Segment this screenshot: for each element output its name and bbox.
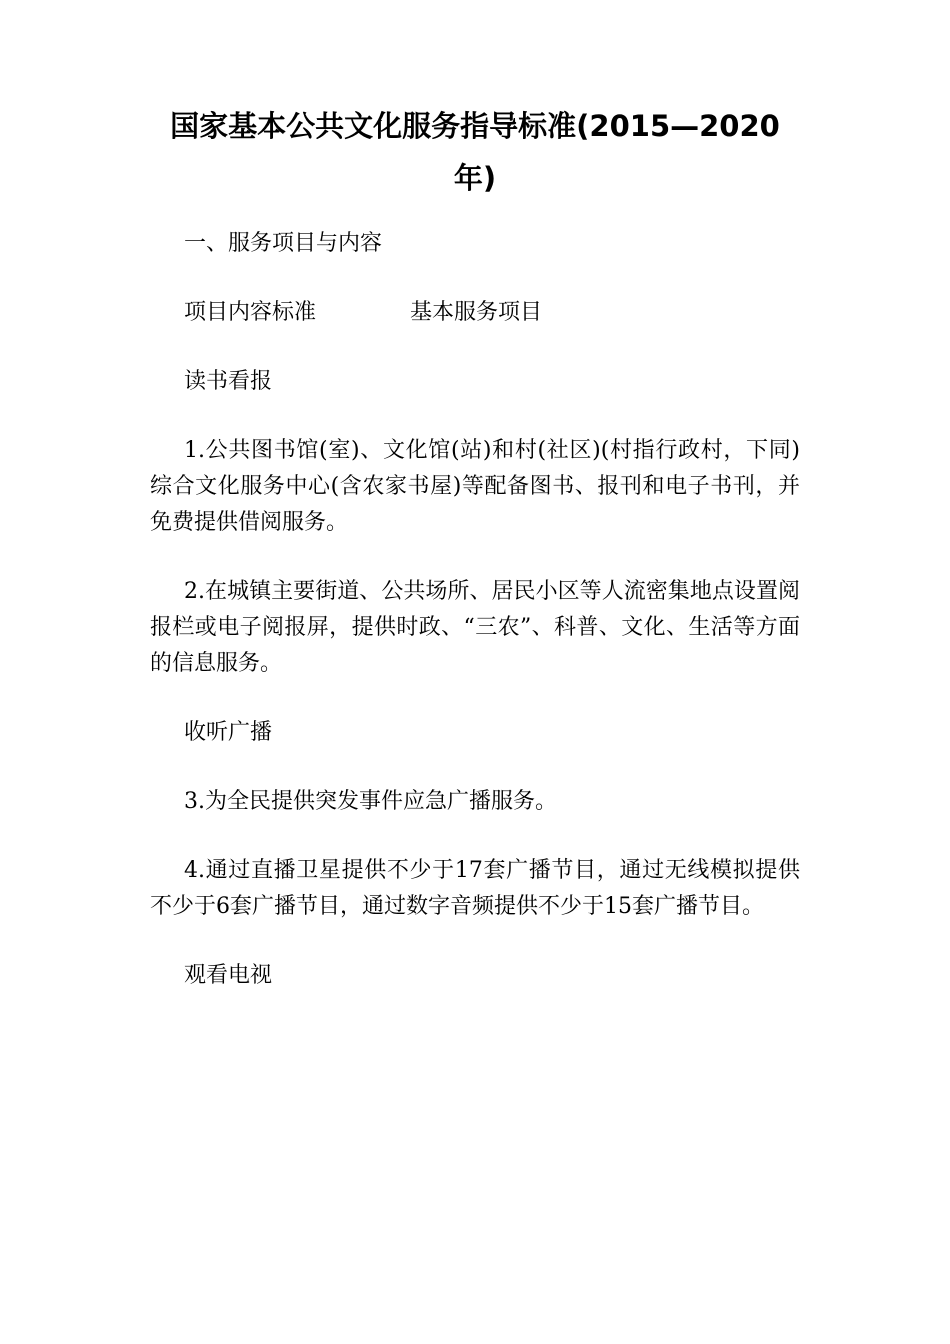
category-tv: 观看电视 xyxy=(184,963,273,988)
section-heading-services: 一、服务项目与内容 xyxy=(184,231,383,256)
title-line-2: 年) xyxy=(453,161,497,195)
title-line-1: 国家基本公共文化服务指导标准(2015—2020 xyxy=(170,109,780,143)
item-1-paragraph: 1.公共图书馆(室)、文化馆(站)和村(社区)(村指行政村，下同)综合文化服务中心(含农家书屋)等配备图书、报刊和电子书刊，并免费提供借阅服务。 xyxy=(150,438,800,535)
item-3-paragraph: 3.为全民提供突发事件应急广播服务。 xyxy=(184,789,557,814)
header-content-standard: 项目内容标准 xyxy=(184,300,317,325)
item-2-paragraph: 2.在城镇主要街道、公共场所、居民小区等人流密集地点设置阅报栏或电子阅报屏，提供时政、“三农”、科普、文化、生活等方面的信息服务。 xyxy=(150,579,800,676)
table-header-row xyxy=(150,295,800,331)
header-basic-service: 基本服务项目 xyxy=(410,300,543,325)
category-reading: 读书看报 xyxy=(184,369,273,394)
category-radio: 收听广播 xyxy=(184,720,273,745)
document-title xyxy=(150,100,800,204)
item-4-paragraph: 4.通过直播卫星提供不少于17套广播节目，通过无线模拟提供不少于6套广播节目，通过数字音频提供不少于15套广播节目。 xyxy=(150,858,800,919)
